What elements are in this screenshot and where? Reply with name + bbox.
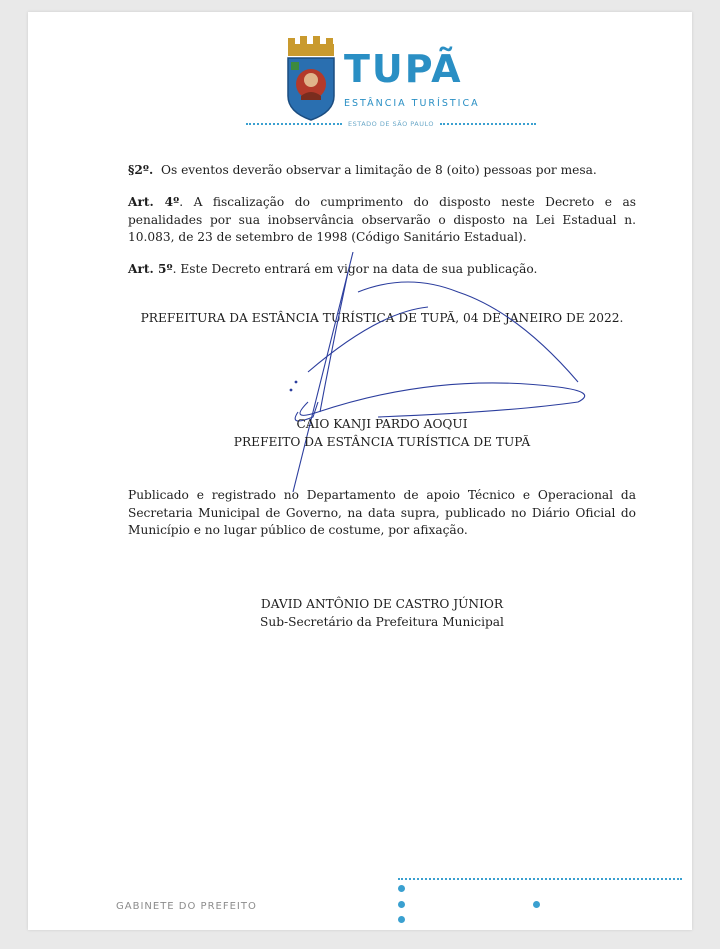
phone-icon — [398, 901, 405, 908]
state-label: ESTADO DE SÃO PAULO — [348, 120, 434, 128]
phone-line — [398, 900, 408, 908]
mayor-name: CAIO KANJI PARDO AOQUI — [296, 417, 468, 431]
location-icon — [398, 885, 405, 892]
article-5 — [128, 261, 636, 279]
email-line — [398, 915, 408, 923]
article-5-text: . Este Decreto entrará em vigor na data de sua publicação. — [172, 262, 538, 276]
address-line — [398, 884, 408, 892]
email-icon — [398, 916, 405, 923]
footer-divider — [398, 878, 682, 880]
document-page — [28, 12, 692, 930]
paragraph-2-text: Os eventos deverão observar a limitação de 8 (oito) pessoas por mesa. — [160, 163, 597, 177]
publication-note: Publicado e registrado no Departamento de apoio Técnico e Operacional da Secretaria Municipal de Governo, na data supra, publicado no Diário Oficial do Município e no lugar público de costume, por afixação. — [128, 488, 636, 537]
brand-name: TUPÃ — [344, 47, 463, 91]
signature-image — [258, 252, 598, 502]
web-icon — [533, 901, 540, 908]
article-4 — [128, 194, 636, 247]
article-4-label: Art. 4º — [128, 195, 180, 209]
paragraph-2 — [128, 162, 636, 180]
brand-subtitle: ESTÂNCIA TURÍSTICA — [344, 98, 480, 109]
paragraph-2-label: §2º. — [128, 163, 154, 177]
office-label: GABINETE DO PREFEITO — [116, 901, 257, 912]
web-line — [533, 900, 543, 908]
state-divider — [246, 120, 536, 128]
secretary-name: DAVID ANTÔNIO DE CASTRO JÚNIOR — [260, 597, 504, 611]
secretary-title: Sub-Secretário da Prefeitura Municipal — [260, 615, 504, 629]
mayor-title: PREFEITO DA ESTÂNCIA TURÍSTICA DE TUPÃ — [233, 435, 531, 449]
article-5-label: Art. 5º — [128, 262, 173, 276]
article-4-text: . A fiscalização do cumprimento do disposto neste Decreto e as penalidades por sua inobservância observarão o disposto na Lei Estadual n. 10.083, de 23 de setembro de 1998 (Código Sanitário Estadual). — [128, 195, 636, 244]
place-date: PREFEITURA DA ESTÂNCIA TURÍSTICA DE TUPÃ, 04 DE JANEIRO DE 2022. — [140, 311, 624, 325]
